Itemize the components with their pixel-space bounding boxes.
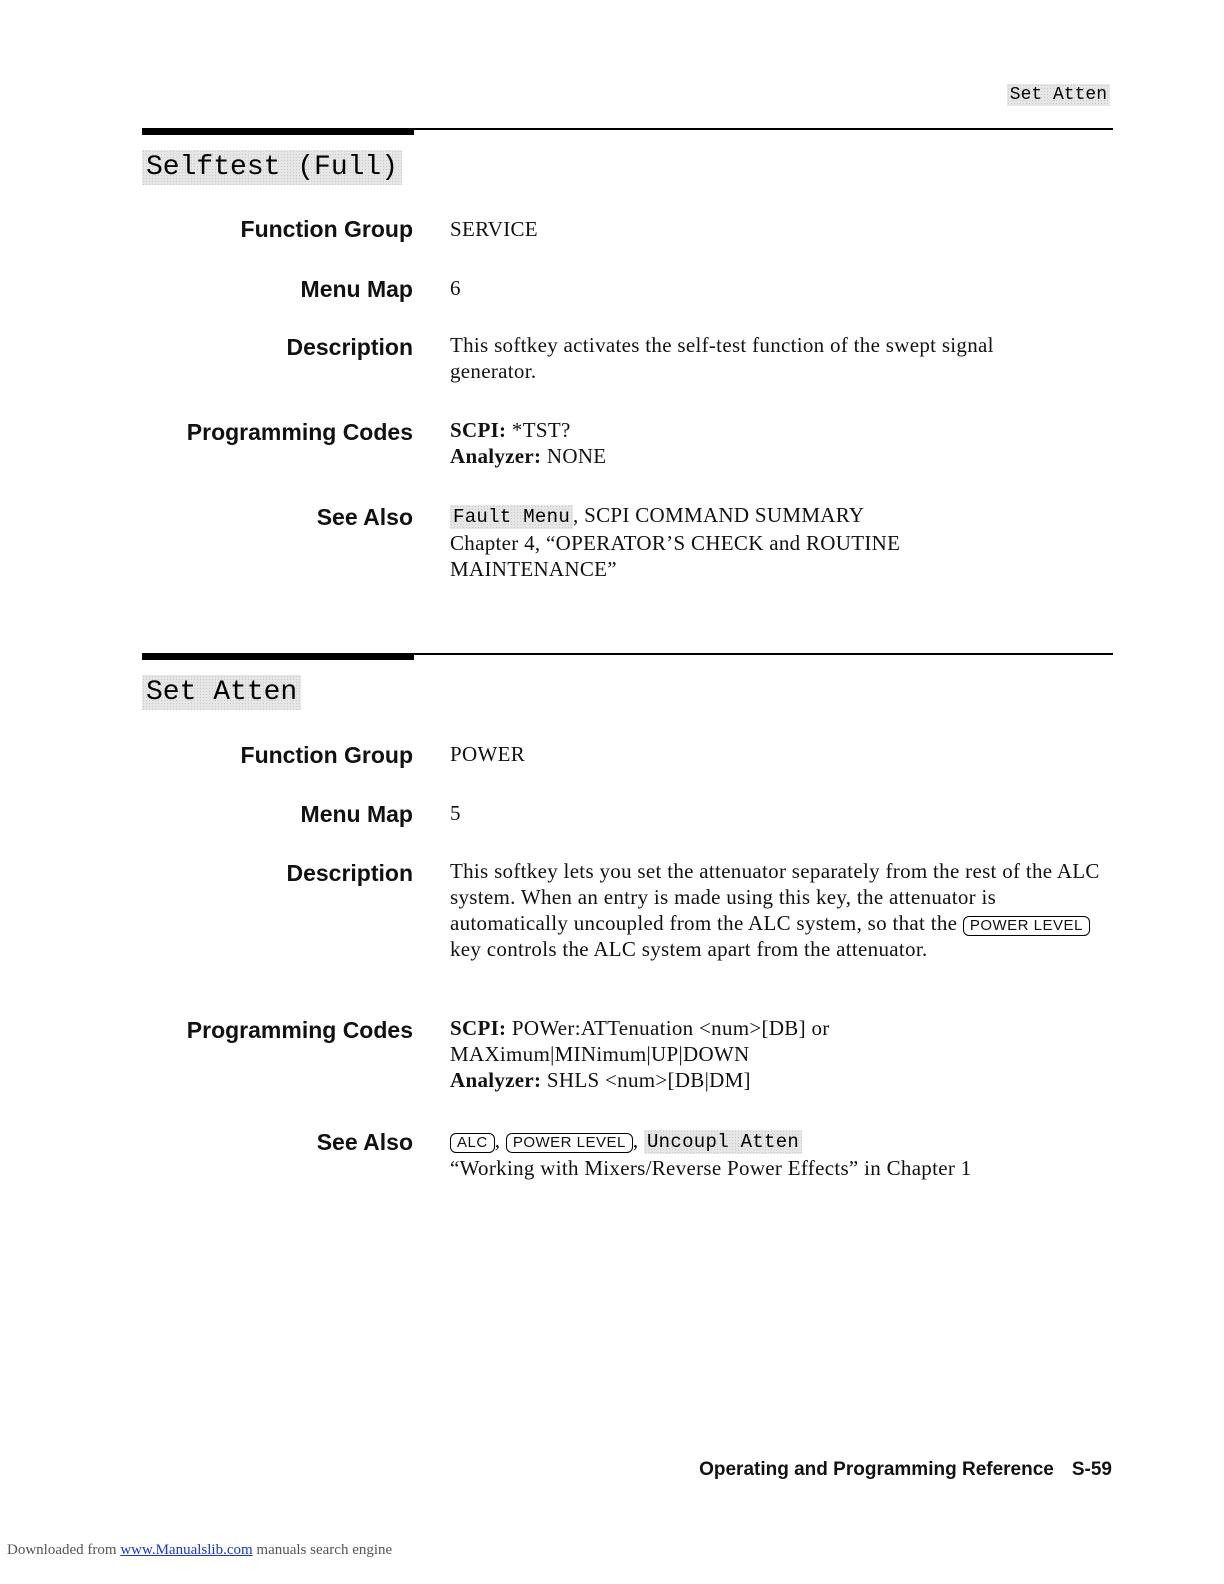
- see-also-line-1: [450, 502, 970, 530]
- download-suffix: manuals search engine: [256, 1542, 393, 1558]
- footer-section-title: Operating and Programming Reference: [699, 1459, 1054, 1480]
- see-also-line-2: “Working with Mixers/Reverse Power Effects” in Chapter 1: [450, 1156, 972, 1180]
- analyzer-command: NONE: [546, 444, 607, 468]
- power-level-key[interactable]: POWER LEVEL: [506, 1133, 633, 1153]
- download-credit: [7, 1542, 392, 1559]
- running-head: Set Atten: [1007, 84, 1110, 106]
- see-also-line-1: [450, 1127, 1110, 1155]
- scpi-line: [450, 1015, 890, 1067]
- section-rule: [142, 128, 1113, 135]
- description-label: Description: [286, 860, 413, 886]
- see-also: [450, 1127, 1110, 1181]
- description-text-part: This softkey lets you set the attenuator separately from the rest of the ALC system. When an entry is made using this key, the attenuator is automatically uncoupled from the ALC system, so that the: [450, 859, 1100, 935]
- download-prefix: Downloaded from: [7, 1542, 117, 1558]
- description-label: Description: [286, 334, 413, 360]
- analyzer-label: Analyzer:: [450, 444, 542, 468]
- description-text: This softkey activates the self-test function of the swept signal generator.: [450, 333, 994, 383]
- analyzer-command: SHLS <num>[DB|DM]: [546, 1068, 751, 1092]
- programming-codes-label: Programming Codes: [186, 1017, 413, 1043]
- analyzer-label: Analyzer:: [450, 1068, 542, 1092]
- programming-codes-label: Programming Codes: [186, 419, 413, 445]
- menu-map-value: 5: [450, 801, 461, 825]
- programming-codes: [450, 417, 1110, 469]
- analyzer-line: [450, 1067, 890, 1093]
- manualslib-link[interactable]: www.Manualslib.com: [120, 1542, 253, 1558]
- entry-title: Set Atten: [142, 675, 301, 710]
- alc-key[interactable]: ALC: [450, 1133, 495, 1153]
- separator: ,: [632, 1128, 639, 1152]
- menu-map-label: Menu Map: [300, 801, 413, 827]
- see-also-reference: , SCPI COMMAND SUMMARY: [573, 503, 865, 527]
- description-text-part: key controls the ALC system apart from the attenuator.: [450, 937, 928, 961]
- page-number: S-59: [1071, 1459, 1112, 1480]
- programming-codes: [450, 1015, 890, 1093]
- scpi-command: *TST?: [511, 418, 571, 442]
- see-also: [450, 502, 970, 582]
- uncoupl-atten-softkey[interactable]: Uncoupl Atten: [644, 1130, 802, 1154]
- scpi-command: POWer:ATTenuation <num>[DB] or MAXimum|MINimum|UP|DOWN: [450, 1016, 830, 1066]
- see-also-label: See Also: [316, 1129, 413, 1155]
- see-also-label: See Also: [316, 504, 413, 530]
- menu-map-value: 6: [450, 276, 461, 300]
- section-rule: [142, 653, 1113, 660]
- separator: ,: [494, 1128, 501, 1152]
- see-also-line-2: Chapter 4, “OPERATOR’S CHECK and ROUTINE MAINTENANCE”: [450, 531, 901, 581]
- scpi-line: [450, 417, 1110, 443]
- fault-menu-softkey[interactable]: Fault Menu: [450, 505, 573, 529]
- scpi-label: SCPI:: [450, 1016, 507, 1040]
- entry-title: Selftest (Full): [142, 150, 402, 185]
- analyzer-line: [450, 443, 1110, 469]
- function-group-label: Function Group: [240, 742, 413, 768]
- power-level-key[interactable]: POWER LEVEL: [963, 916, 1090, 936]
- function-group-value: POWER: [450, 742, 525, 766]
- scpi-label: SCPI:: [450, 418, 507, 442]
- description-text: [450, 858, 1100, 962]
- page-footer: [699, 1459, 1112, 1481]
- function-group-value: SERVICE: [450, 217, 538, 241]
- function-group-label: Function Group: [240, 216, 413, 242]
- menu-map-label: Menu Map: [300, 276, 413, 302]
